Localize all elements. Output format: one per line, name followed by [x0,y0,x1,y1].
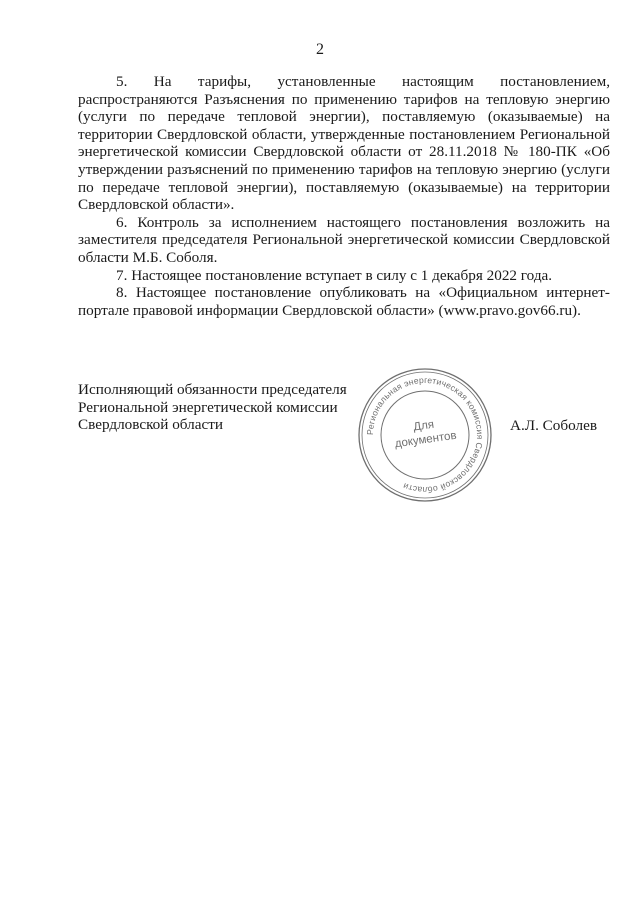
document-body [78,73,610,319]
stamp-graphic [357,367,493,503]
stamp-ring-text: Региональная энергетическая комиссия Свердловской области [364,374,486,496]
signatory-title-line: Региональной энергетической комиссии [78,398,338,416]
stamp-center-line-1: Для [412,418,435,434]
signatory-name: А.Л. Соболев [510,417,597,434]
stamp-center-line-2: документов [394,429,458,451]
paragraph-8: 8. Настоящее постановление опубликовать на «Официальном интернет-портале правовой информации Свердловской области» (www.pravo.gov66.ru). [78,284,610,319]
page-number: 2 [316,41,324,58]
paragraph-5: 5. На тарифы, установленные настоящим постановлением, распространяются Разъяснения по применению тарифов на тепловую энергию (услуги по передаче тепловой энергии), поставляемую (оказываемые) на территории Свердловской области, утвержденные постановлением Региональной энергетической комиссии Свердловской области от 28.11.2018 № 180-ПК «Об утверждении разъяснений по применению тарифов на тепловую энергию (услуги по передаче тепловой энергии), поставляемую (оказываемые) на территории Свердловской области». [78,73,610,214]
signatory-title [78,381,378,434]
official-stamp [357,367,493,503]
signatory-title-line: Исполняющий обязанности председателя [78,381,347,398]
signatory-title-line: Свердловской области [78,416,223,434]
paragraph-6: 6. Контроль за исполнением настоящего постановления возложить на заместителя председателя Региональной энергетической комиссии Свердловской области М.Б. Соболя. [78,213,610,266]
paragraph-7: 7. Настоящее постановление вступает в силу с 1 декабря 2022 года. [116,266,553,284]
